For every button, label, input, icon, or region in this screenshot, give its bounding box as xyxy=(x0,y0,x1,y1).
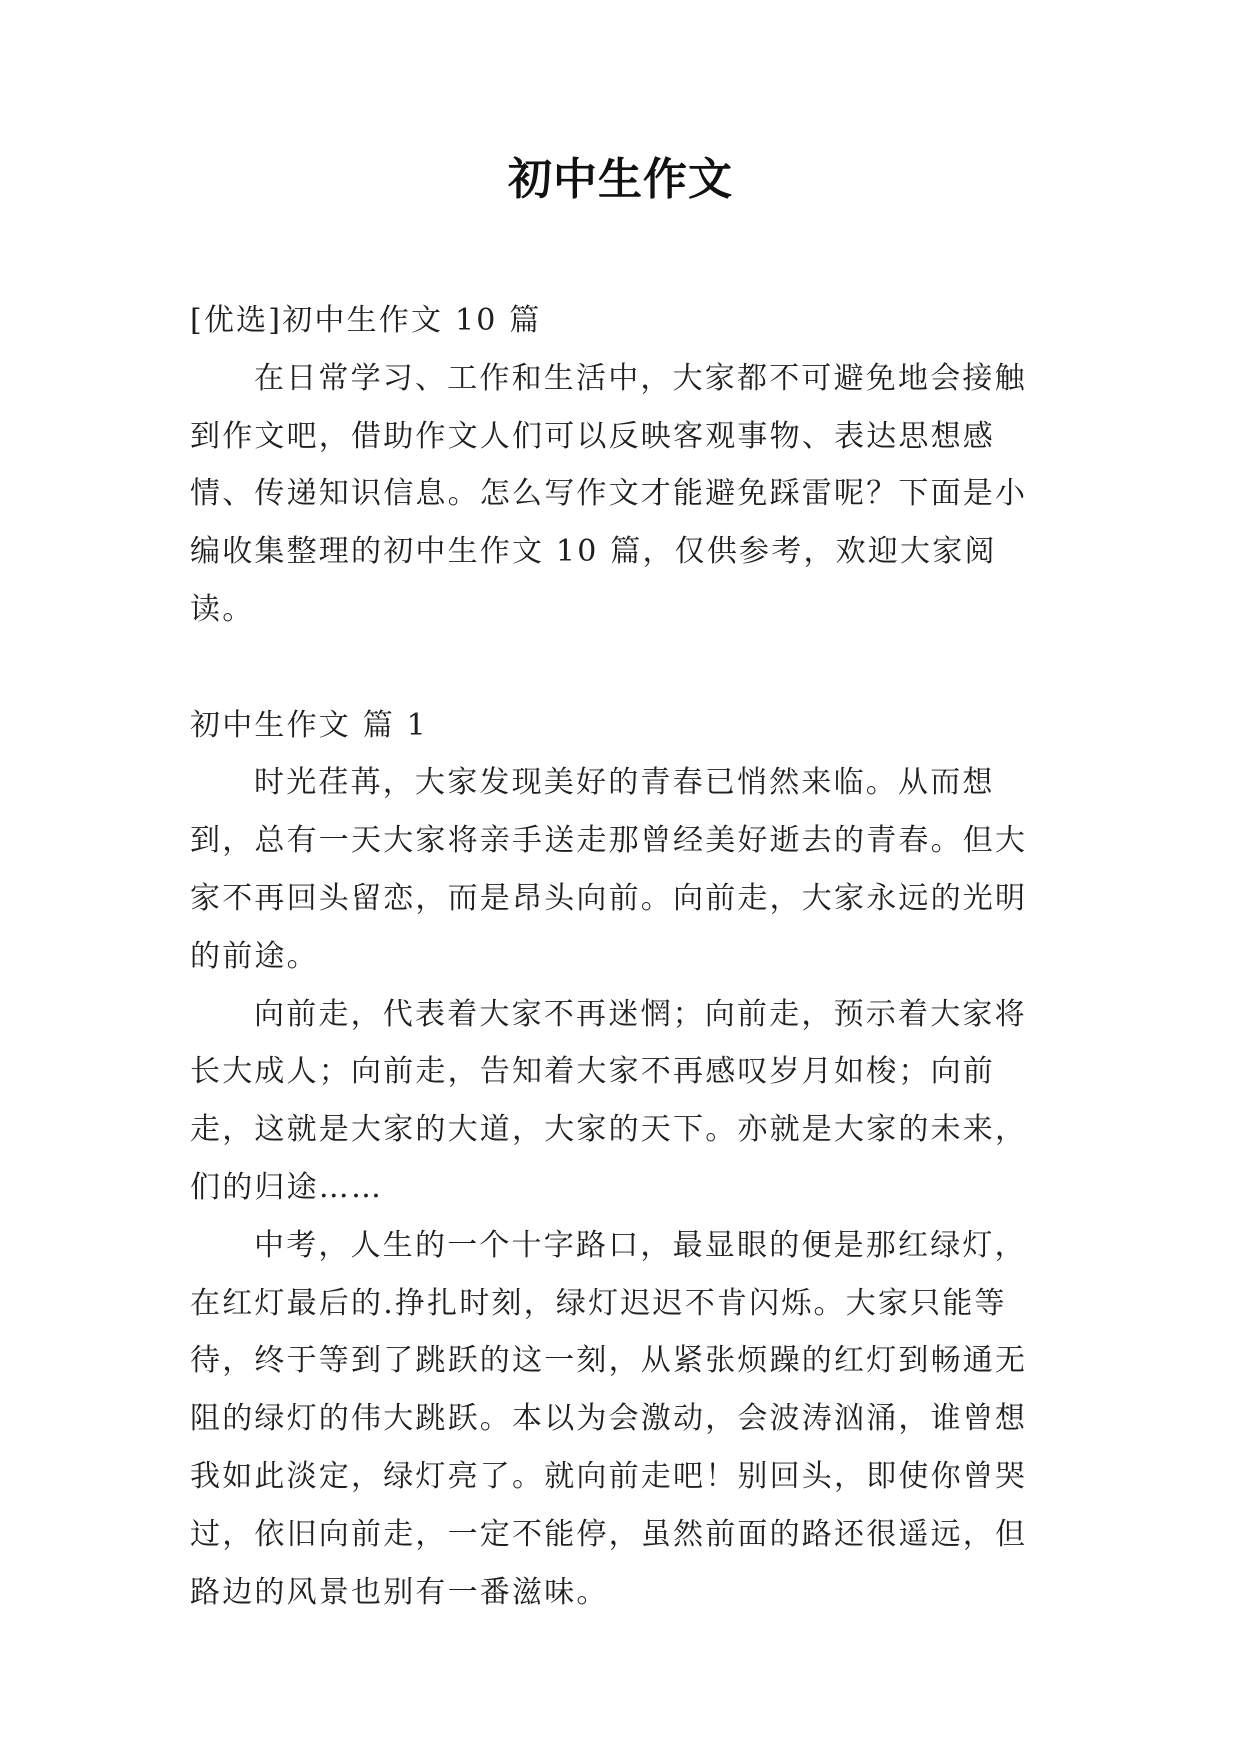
intro-heading: [优选]初中生作文 10 篇 xyxy=(190,303,542,338)
section-gap xyxy=(190,639,1050,697)
document-body xyxy=(190,292,1050,1621)
section-paragraph: 时光荏苒，大家发现美好的青春已悄然来临。从而想到，总有一天大家将亲手送走那曾经美好逝去的青春。但大家不再回头留恋，而是昂头向前。向前走，大家永远的光明的前途。 xyxy=(190,765,1028,974)
section-paragraph: 中考，人生的一个十字路口，最显眼的便是那红绿灯，在红灯最后的.挣扎时刻，绿灯迟迟不肯闪烁。大家只能等待，终于等到了跳跃的这一刻，从紧张烦躁的红灯到畅通无阻的绿灯的伟大跳跃。本以为会激动，会波涛汹涌，谁曾想我如此淡定，绿灯亮了。就向前走吧！别回头，即使你曾哭过，依旧向前走，一定不能停，虽然前面的路还很遥远，但路边的风景也别有一番滋味。 xyxy=(190,1227,1028,1610)
section-heading: 初中生作文 篇 1 xyxy=(190,707,428,743)
section-paragraph: 向前走，代表着大家不再迷惘；向前走，预示着大家将长大成人；向前走，告知着大家不再感叹岁月如梭；向前走，这就是大家的大道，大家的天下。亦就是大家的未来，们的归途…… xyxy=(190,996,1028,1205)
document-title: 初中生作文 xyxy=(508,154,733,205)
intro-paragraph: 在日常学习、工作和生活中，大家都不可避免地会接触到作文吧，借助作文人们可以反映客观事物、表达思想感情、传递知识信息。怎么写作文才能避免踩雷呢？下面是小编收集整理的初中生作文 10 篇，仅供参考，欢迎大家阅读。 xyxy=(190,360,1028,627)
